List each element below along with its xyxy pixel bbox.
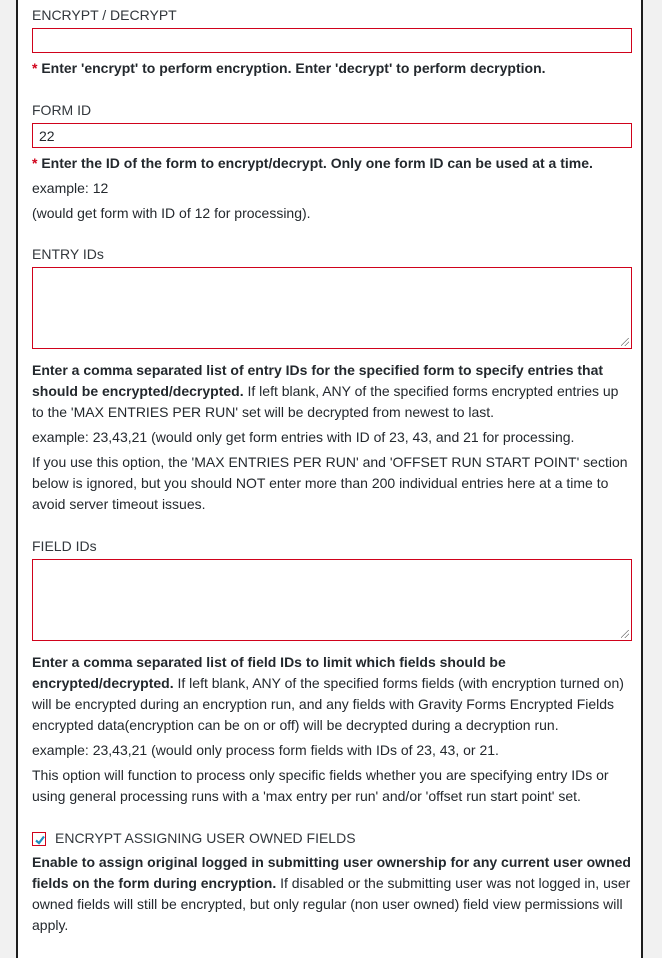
form-id-section xyxy=(32,102,632,224)
resize-handle-icon[interactable] xyxy=(621,630,629,638)
field-ids-help: Enter a comma separated list of field IDs to limit which fields should be encrypted/decrypted. If left blank, ANY of the specified forms fields (with encryption turned on) will be encrypted during an encryption run, and any fields with Gravity Forms Encrypted Fields encrypted data(encryption can be on or off) will be decrypted during a decryption run. xyxy=(32,654,624,733)
settings-panel xyxy=(16,0,643,958)
field-ids-example: example: 23,43,21 (would only process form fields with IDs of 23, 43, or 21. xyxy=(32,742,499,758)
required-mark: * xyxy=(32,60,38,76)
form-id-example: example: 12 xyxy=(32,180,109,196)
user-owned-section xyxy=(32,830,632,936)
user-owned-checkbox[interactable] xyxy=(32,832,46,846)
entry-ids-note: If you use this option, the 'MAX ENTRIES PER RUN' and 'OFFSET RUN START POINT' section below is ignored, but you should NOT enter more than 200 individual entries here at a time to avoid server timeout issues. xyxy=(32,454,628,512)
field-ids-note: This option will function to process only specific fields whether you are specifying entry IDs or using general processing runs with a 'max entry per run' and/or 'offset run start point' set. xyxy=(32,767,609,804)
encrypt-decrypt-section xyxy=(32,7,632,79)
user-owned-label: ENCRYPT ASSIGNING USER OWNED FIELDS xyxy=(55,830,356,846)
form-id-example-note: (would get form with ID of 12 for processing). xyxy=(32,205,311,221)
field-ids-section xyxy=(32,538,632,807)
entry-ids-section xyxy=(32,246,632,515)
field-ids-textarea[interactable] xyxy=(32,559,632,641)
entry-ids-example: example: 23,43,21 (would only get form entries with ID of 23, 43, and 21 for processing. xyxy=(32,429,575,445)
resize-handle-icon[interactable] xyxy=(621,338,629,346)
form-id-help: * Enter the ID of the form to encrypt/decrypt. Only one form ID can be used at a time. xyxy=(32,155,593,171)
entry-ids-help: Enter a comma separated list of entry IDs for the specified form to specify entries that should be encrypted/decrypted. If left blank, ANY of the specified forms encrypted entries up to the 'MAX ENTRIES PER RUN' set will be decrypted from newest to last. xyxy=(32,362,619,420)
user-owned-row[interactable] xyxy=(32,830,632,850)
form-id-label: FORM ID xyxy=(32,102,92,118)
checkmark-icon xyxy=(34,834,46,846)
required-mark: * xyxy=(32,155,38,171)
encrypt-decrypt-help: * Enter 'encrypt' to perform encryption. Enter 'decrypt' to perform decryption. xyxy=(32,60,546,76)
field-ids-label: FIELD IDs xyxy=(32,538,97,554)
encrypt-decrypt-label: ENCRYPT / DECRYPT xyxy=(32,7,177,23)
encrypt-decrypt-input[interactable] xyxy=(32,28,632,53)
form-id-input[interactable] xyxy=(32,123,632,148)
user-owned-help: Enable to assign original logged in submitting user ownership for any current user owned fields on the form during encryption. If disabled or the submitting user was not logged in, user owned fields will still be encrypted, but only regular (non user owned) field view permissions will apply. xyxy=(32,854,631,933)
entry-ids-label: ENTRY IDs xyxy=(32,246,104,262)
entry-ids-textarea[interactable] xyxy=(32,267,632,349)
